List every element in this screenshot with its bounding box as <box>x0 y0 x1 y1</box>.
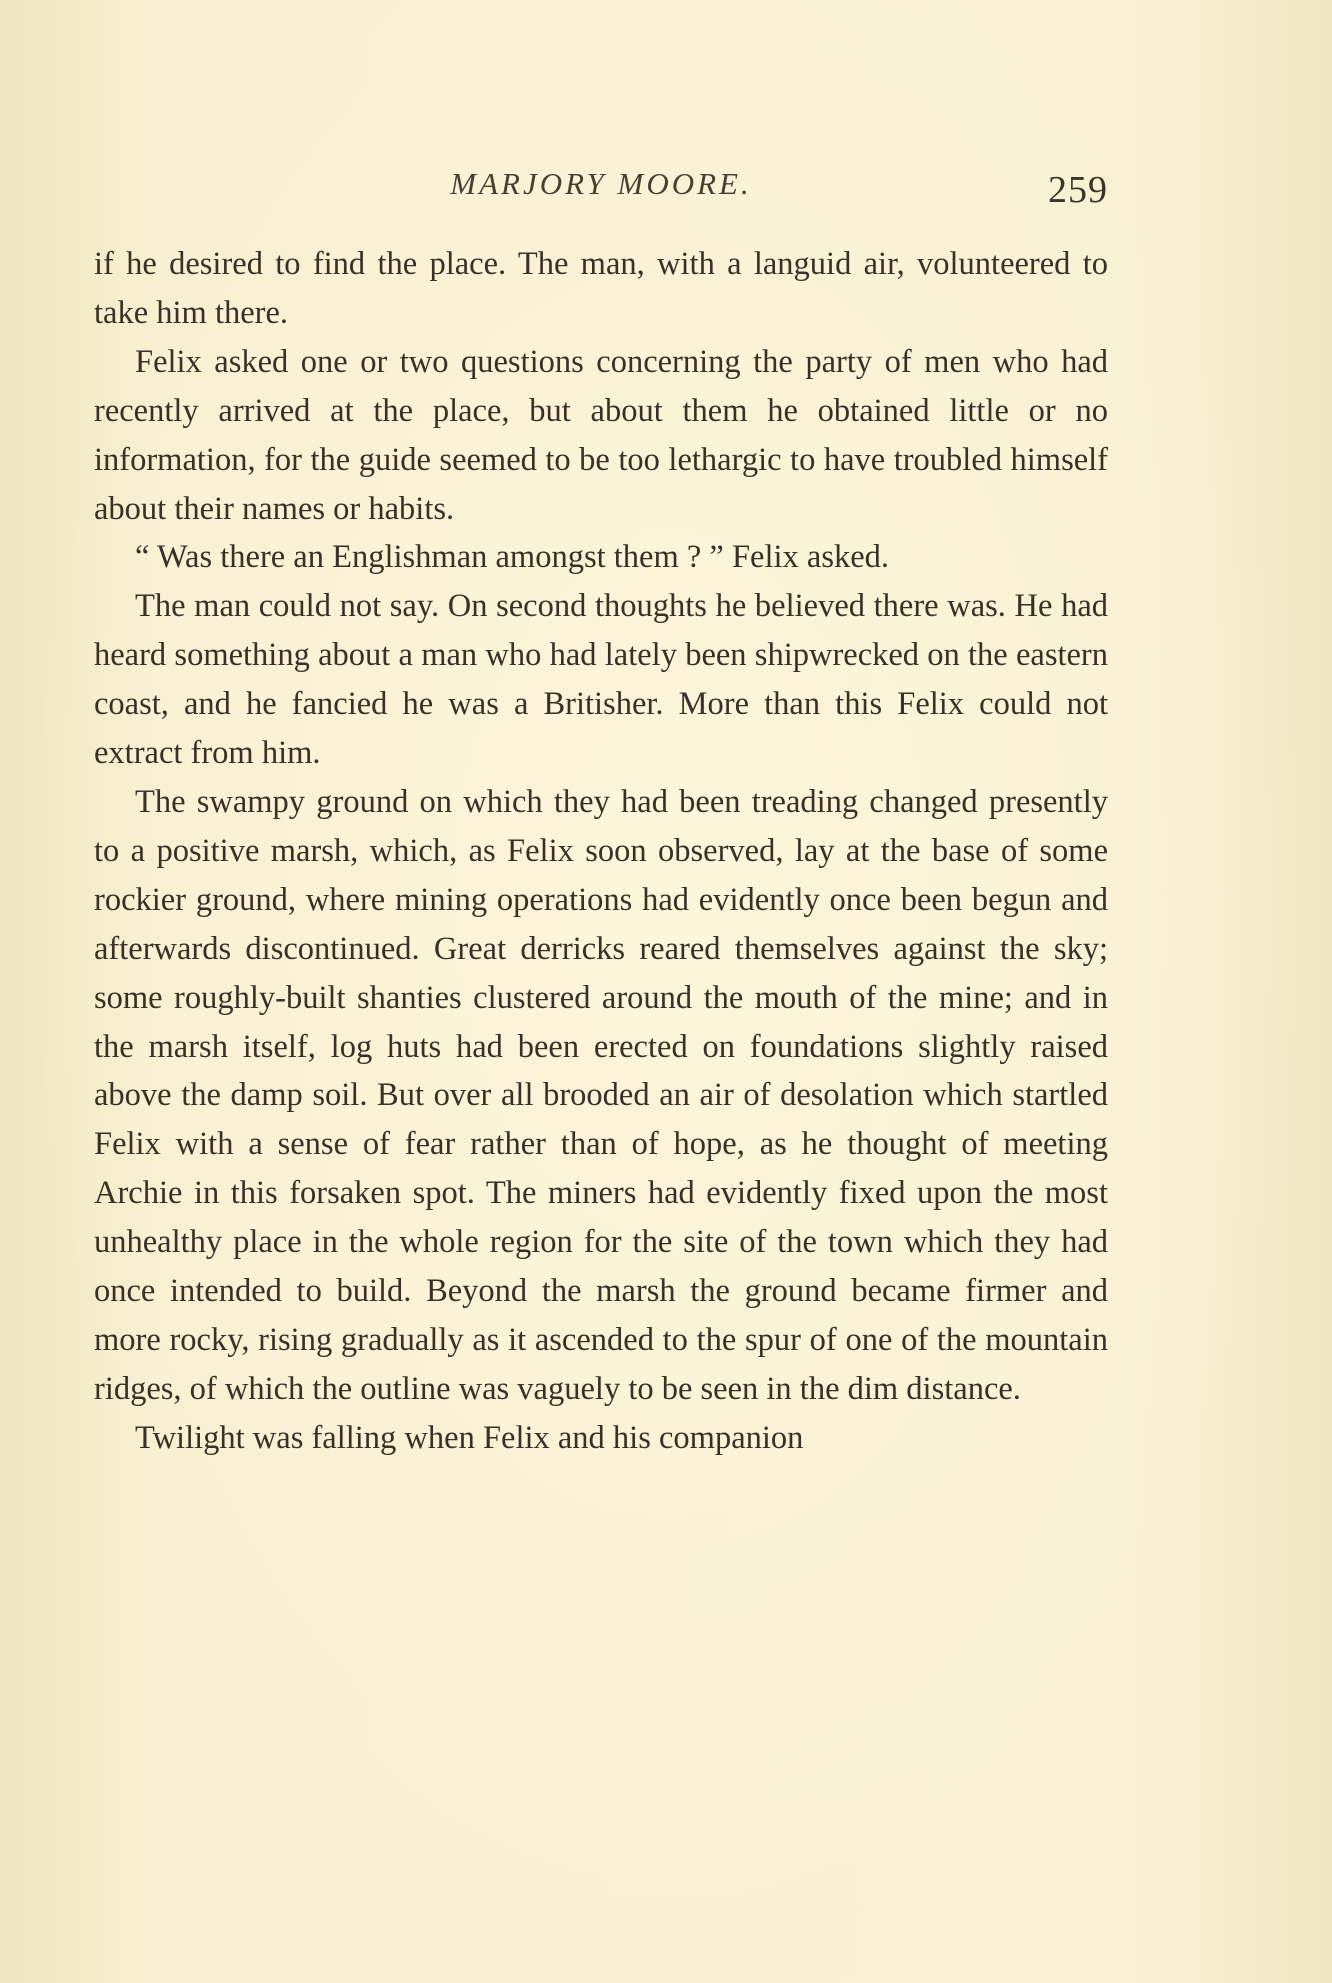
paragraph: The man could not say. On second thoughts he believed there was. He had heard something about a man who had lately been shipwrecked on the eastern coast, and he fancied he was a Britisher. More than this Felix could not extract from him. <box>94 588 1108 772</box>
paragraph: Felix asked one or two questions concerning the party of men who had recently arrived at the place, but about them he obtained little or no information, for the guide seemed to be too lethargic to have troubled himself about their names or habits. <box>94 343 1108 527</box>
paragraph: The swampy ground on which they had been treading changed presently to a positive marsh, which, as Felix soon observed, lay at the base of some rockier ground, where mining operations had evidently once been begun and afterwards discontinued. Great derricks reared themselves against the sky; some roughly-built shanties clustered around the mouth of the mine; and in the marsh itself, log huts had been erected on foundations slightly raised above the damp soil. But over all brooded an air of desolation which startled Felix with a sense of fear rather than of hope, as he thought of meeting Archie in this forsaken spot. The miners had evidently fixed upon the most unhealthy place in the whole region for the site of the town which they had once intended to build. Beyond the marsh the ground became firmer and more rocky, rising gradually as it ascended to the spur of one of the mountain ridges, of which the outline was vaguely to be seen in the dim distance. <box>94 783 1108 1407</box>
running-title: MARJORY MOORE. <box>450 166 752 201</box>
body-text <box>94 240 1108 1463</box>
paragraph: Twilight was falling when Felix and his companion <box>135 1419 804 1456</box>
paragraph-continuation: if he desired to find the place. The man, with a languid air, volunteered to take him there. <box>94 246 1108 331</box>
paragraph: “ Was there an Englishman amongst them ? ” Felix asked. <box>135 539 890 576</box>
running-head <box>94 160 1108 216</box>
page-number: 259 <box>1048 169 1108 211</box>
